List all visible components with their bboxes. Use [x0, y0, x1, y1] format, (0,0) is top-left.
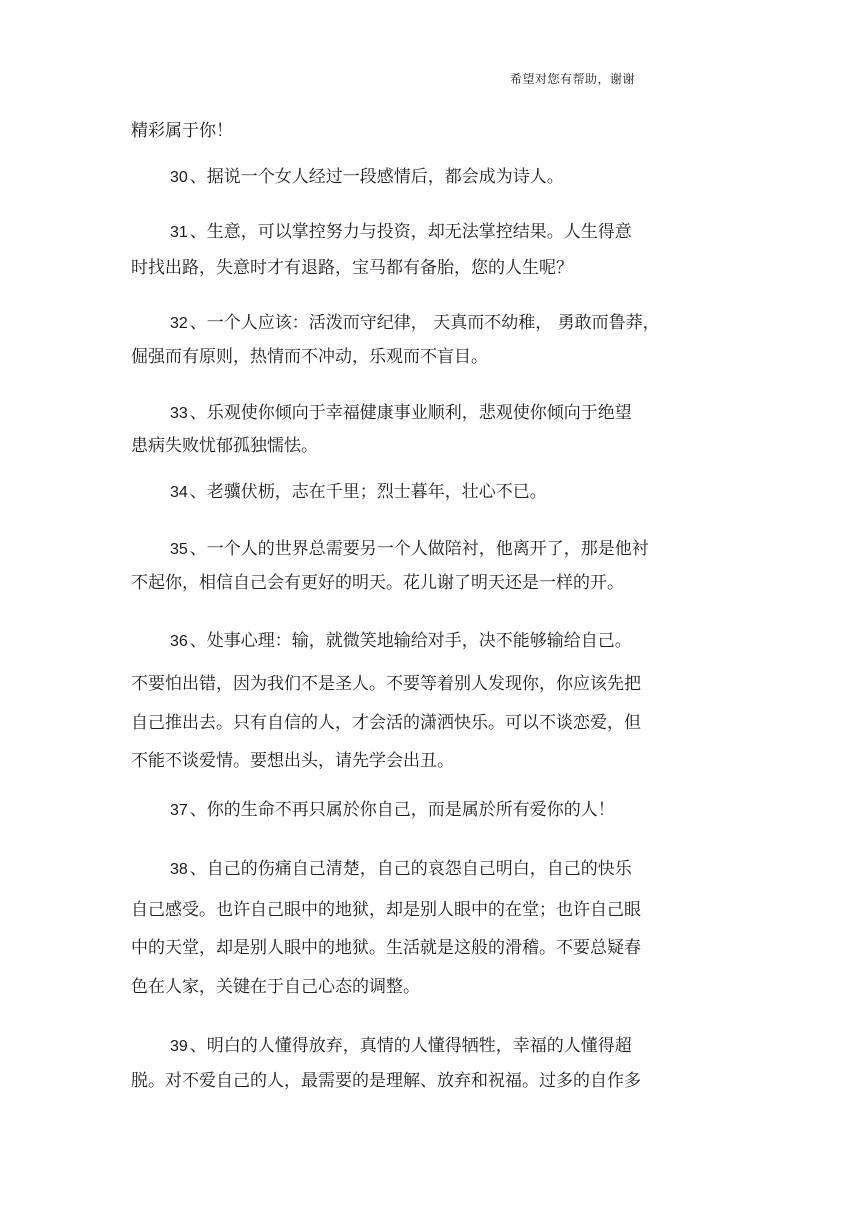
paragraph-line: 脱。对不爱自己的人，最需要的是理解、放弃和祝福。过多的自作多 — [131, 1071, 641, 1091]
item-number: 30 — [170, 169, 188, 186]
paragraph-first-line: 31 、生意，可以掌控努力与投资，却无法掌控结果。人生得意 — [170, 222, 632, 242]
item-number: 32 — [170, 315, 188, 332]
item-number: 36 — [170, 633, 188, 650]
paragraph-first-line: 32 、一个人应该：活泼而守纪律， 天真而不幼稚， 勇敢而鲁莽， — [170, 313, 660, 333]
item-number: 35 — [170, 541, 188, 558]
item-number: 33 — [170, 405, 188, 422]
paragraph-first-line: 38 、自己的伤痛自己清楚，自己的哀怨自己明白，自己的快乐 — [170, 859, 632, 879]
page-header: 希望对您有帮助，谢谢 — [510, 72, 636, 86]
paragraph-line: 色在人家，关键在于自己心态的调整。 — [131, 977, 420, 997]
paragraph-first-line: 34 、老骥伏枥，志在千里；烈士暮年，壮心不已。 — [170, 482, 547, 502]
paragraph-line: 倔强而有原则，热情而不冲动，乐观而不盲目。 — [131, 347, 488, 367]
paragraph-line: 患病失败忧郁孤独懦怯。 — [131, 436, 318, 456]
paragraph-line: 不起你，相信自己会有更好的明天。花儿谢了明天还是一样的开。 — [131, 573, 624, 593]
item-number: 37 — [170, 802, 188, 819]
paragraph-line: 自己推出去。只有自信的人，才会活的潇洒快乐。可以不谈恋爱，但 — [131, 713, 641, 733]
paragraph-line: 不要怕出错，因为我们不是圣人。不要等着别人发现你，你应该先把 — [131, 674, 641, 694]
paragraph-line: 自己感受。也许自己眼中的地狱，却是别人眼中的在堂；也许自己眼 — [131, 900, 641, 920]
item-number: 31 — [170, 224, 188, 241]
paragraph-first-line: 37 、你的生命不再只属於你自己，而是属於所有爱你的人！ — [170, 800, 615, 820]
item-number: 34 — [170, 484, 188, 501]
paragraph-first-line: 39 、明白的人懂得放弃，真情的人懂得牺牲，幸福的人懂得超 — [170, 1036, 632, 1056]
paragraph-first-line: 33 、乐观使你倾向于幸福健康事业顺利，悲观使你倾向于绝望 — [170, 403, 632, 423]
paragraph-line: 精彩属于你！ — [131, 121, 233, 141]
item-number: 38 — [170, 861, 188, 878]
paragraph-first-line: 36 、处事心理：输，就微笑地输给对手，决不能够输给自己。 — [170, 631, 632, 651]
paragraph-first-line: 30 、据说一个女人经过一段感情后，都会成为诗人。 — [170, 167, 564, 187]
paragraph-first-line: 35 、一个人的世界总需要另一个人做陪衬，他离开了，那是他衬 — [170, 539, 649, 559]
paragraph-line: 时找出路，失意时才有退路，宝马都有备胎，您的人生呢？ — [131, 258, 573, 278]
paragraph-line: 中的天堂，却是别人眼中的地狱。生活就是这般的滑稽。不要总疑春 — [131, 938, 641, 958]
item-number: 39 — [170, 1038, 188, 1055]
paragraph-line: 不能不谈爱情。要想出头，请先学会出丑。 — [131, 751, 454, 771]
